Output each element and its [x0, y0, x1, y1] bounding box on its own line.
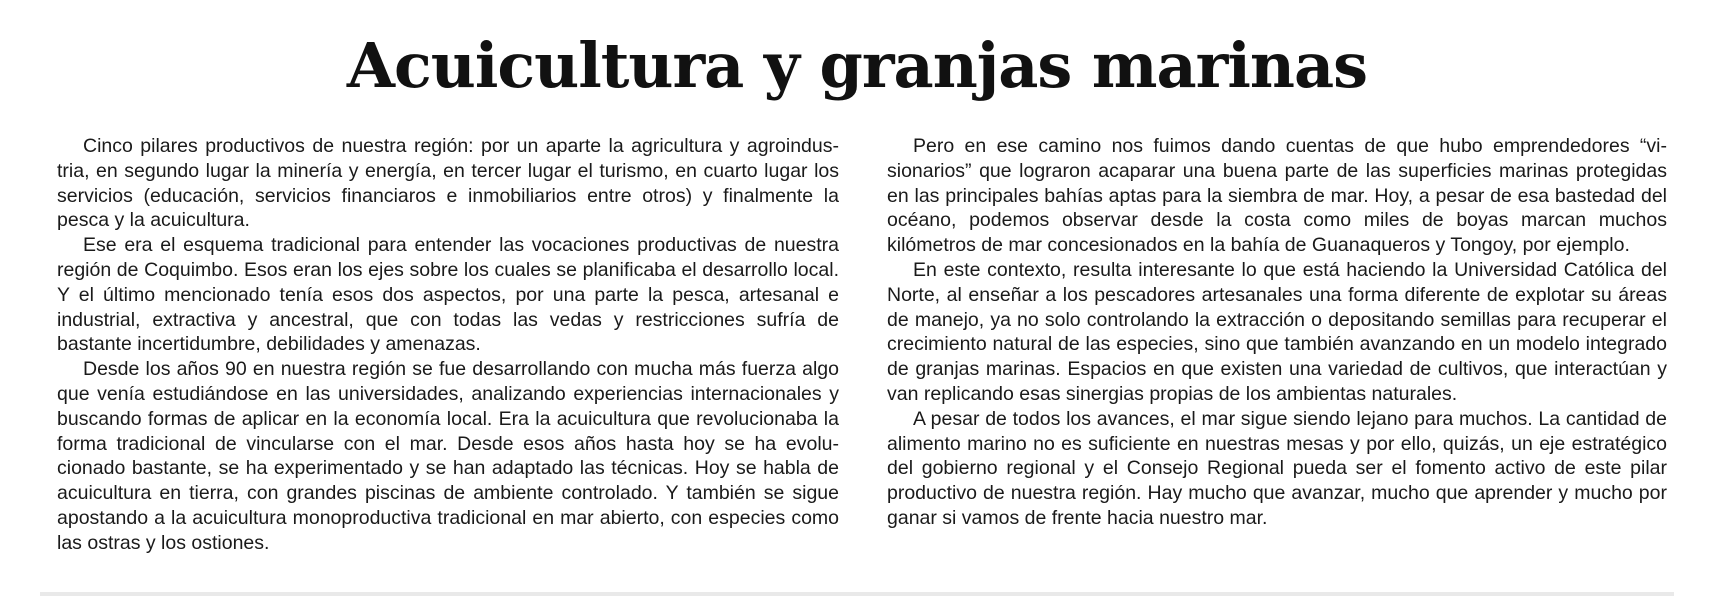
paragraph: Cinco pilares productivos de nuestra región: por un aparte la agricultura y agroindustria, en segundo lugar la minería y energía, en tercer lugar el turismo, en cuarto lugar los servicios (educación, servicios financiaros e inmobiliarios entre otros) y finalmente la pesca y la acuicultura. — [57, 135, 839, 232]
article-column-left — [57, 134, 839, 556]
article-column-right — [887, 134, 1667, 531]
paragraph: Pero en ese camino nos fuimos dando cuentas de que hubo emprendedores “visionarios” que lograron acaparar una buena parte de las superficies marinas protegidas en las principales bahías aptas para la siembra de mar. Hoy, a pesar de esa bastedad del océano, podemos observar desde la costa como miles de boyas marcan muchos kilómetros de mar concesionados en la bahía de Guanaqueros y Tongoy, por ejemplo. — [887, 135, 1667, 257]
bottom-divider — [40, 592, 1674, 596]
paragraph: En este contexto, resulta interesante lo que está haciendo la Universidad Católica del Norte, al enseñar a los pescadores artesanales una forma diferente de explotar su áreas de manejo, ya no solo controlando la extracción o depositando semillas para recuperar el crecimiento natural de las especies, sino que también avanzando en un modelo integrado de granjas marinas. Espacios en que existen una variedad de cultivos, que interactúan y van replicando esas sinergias propias de los ambientas naturales. — [887, 258, 1667, 405]
paragraph: A pesar de todos los avances, el mar sigue siendo lejano para muchos. La cantidad de alimento marino no es suficiente en nuestras mesas y por ello, quizás, un eje estratégico del gobierno regional y el Consejo Regional pueda ser el fomento activo de este pilar productivo de nuestra región. Hay mucho que avanzar, mucho que aprender y mucho por ganar si vamos de frente hacia nuestro mar. — [887, 407, 1667, 529]
article-headline: Acuicultura y granjas marinas — [346, 29, 1368, 102]
paragraph: Desde los años 90 en nuestra región se fue desarrollando con mucha más fuerza algo que venía estudiándose en las universidades, analizando experiencias internacionales y buscando formas de aplicar en la economía local. Era la acuicultura que revolucionaba la forma tradicional de vincularse con el mar. Desde esos años hasta hoy se ha evolucionado bastante, se ha experimentado y se han adaptado las técnicas. Hoy se habla de acuicultura en tierra, con grandes piscinas de ambiente controlado. Y también se sigue apostando a la acuicultura monoproductiva tradicional en mar abierto, con especies como las ostras y los ostiones. — [57, 358, 839, 554]
paragraph: Ese era el esquema tradicional para entender las vocaciones productivas de nuestra región de Coquimbo. Esos eran los ejes sobre los cuales se planificaba el desarrollo local. Y el último mencionado tenía esos dos aspectos, por una parte la pesca, artesanal e industrial, extractiva y ancestral, que con todas las vedas y restricciones sufría de bastante incertidumbre, debilidades y amenazas. — [57, 234, 839, 356]
